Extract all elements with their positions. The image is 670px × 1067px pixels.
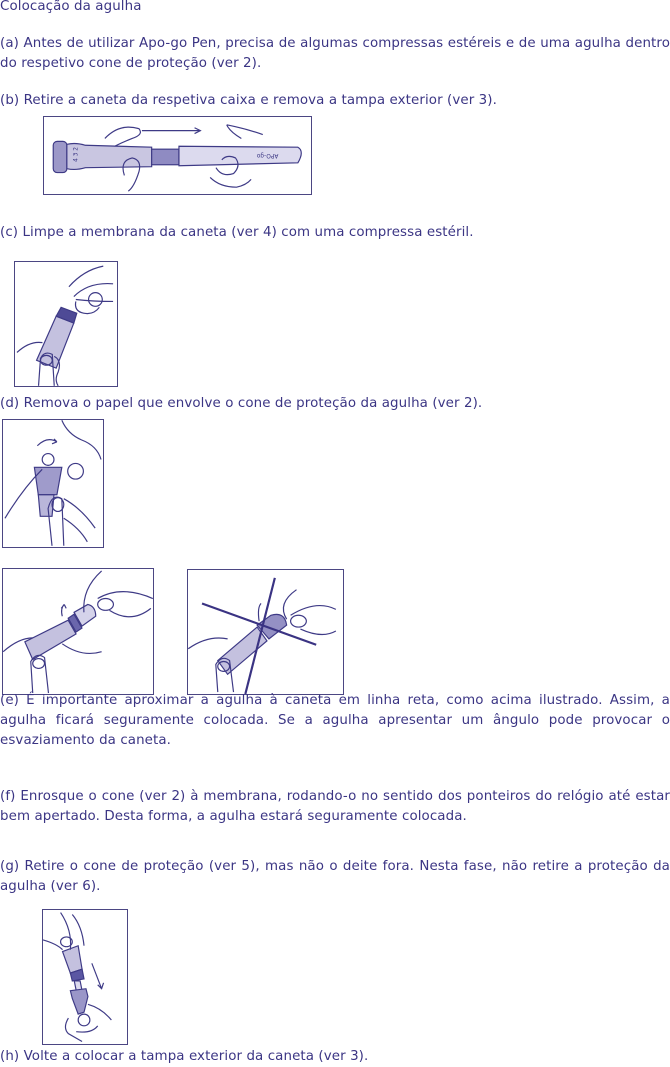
needle-straight-illustration	[3, 569, 153, 694]
step-e: (e) É importante aproximar a agulha à caneta em linha reta, como acima ilustrado. Assim, a agulha ficará seguramente colocada. Se a agulha apresentar um ângulo pode provocar o esvaziamento da caneta.	[0, 693, 670, 748]
section-title: Colocação da agulha	[0, 0, 142, 14]
step-h: (h) Volte a colocar a tampa exterior da caneta (ver 3).	[0, 1049, 369, 1064]
figure-remove-outer-cone	[42, 909, 128, 1045]
svg-text:4 3 2: 4 3 2	[73, 146, 80, 162]
step-a: (a) Antes de utilizar Apo-go Pen, precisa de algumas compressas estéreis e de uma agulha dentro do respetivo cone de proteção (ver 2).	[0, 36, 670, 71]
step-f: (f) Enrosque o cone (ver 2) à membrana, rodando-o no sentido dos ponteiros do relógio até estar bem apertado. Desta forma, a agulha estará seguramente colocada.	[0, 789, 670, 824]
step-b: (b) Retire a caneta da respetiva caixa e remova a tampa exterior (ver 3).	[0, 93, 497, 108]
remove-outer-cone-illustration	[43, 910, 127, 1044]
figure-clean-membrane	[14, 261, 118, 387]
step-g: (g) Retire o cone de proteção (ver 5), mas não o deite fora. Nesta fase, não retire a proteção da agulha (ver 6).	[0, 859, 670, 894]
figure-remove-paper	[2, 419, 104, 548]
pen-illustration	[44, 117, 311, 194]
remove-paper-illustration	[3, 420, 103, 547]
figure-needle-straight	[2, 568, 154, 695]
step-d: (d) Remova o papel que envolve o cone de proteção da agulha (ver 2).	[0, 396, 483, 411]
needle-angled-wrong-illustration	[188, 570, 343, 694]
pen-brand-label: APO-go	[256, 152, 279, 159]
step-c: (c) Limpe a membrana da caneta (ver 4) com uma compressa estéril.	[0, 225, 474, 240]
clean-membrane-illustration	[15, 262, 117, 386]
figure-needle-angled-wrong	[187, 569, 344, 695]
figure-pen-cap-removal	[43, 116, 312, 195]
